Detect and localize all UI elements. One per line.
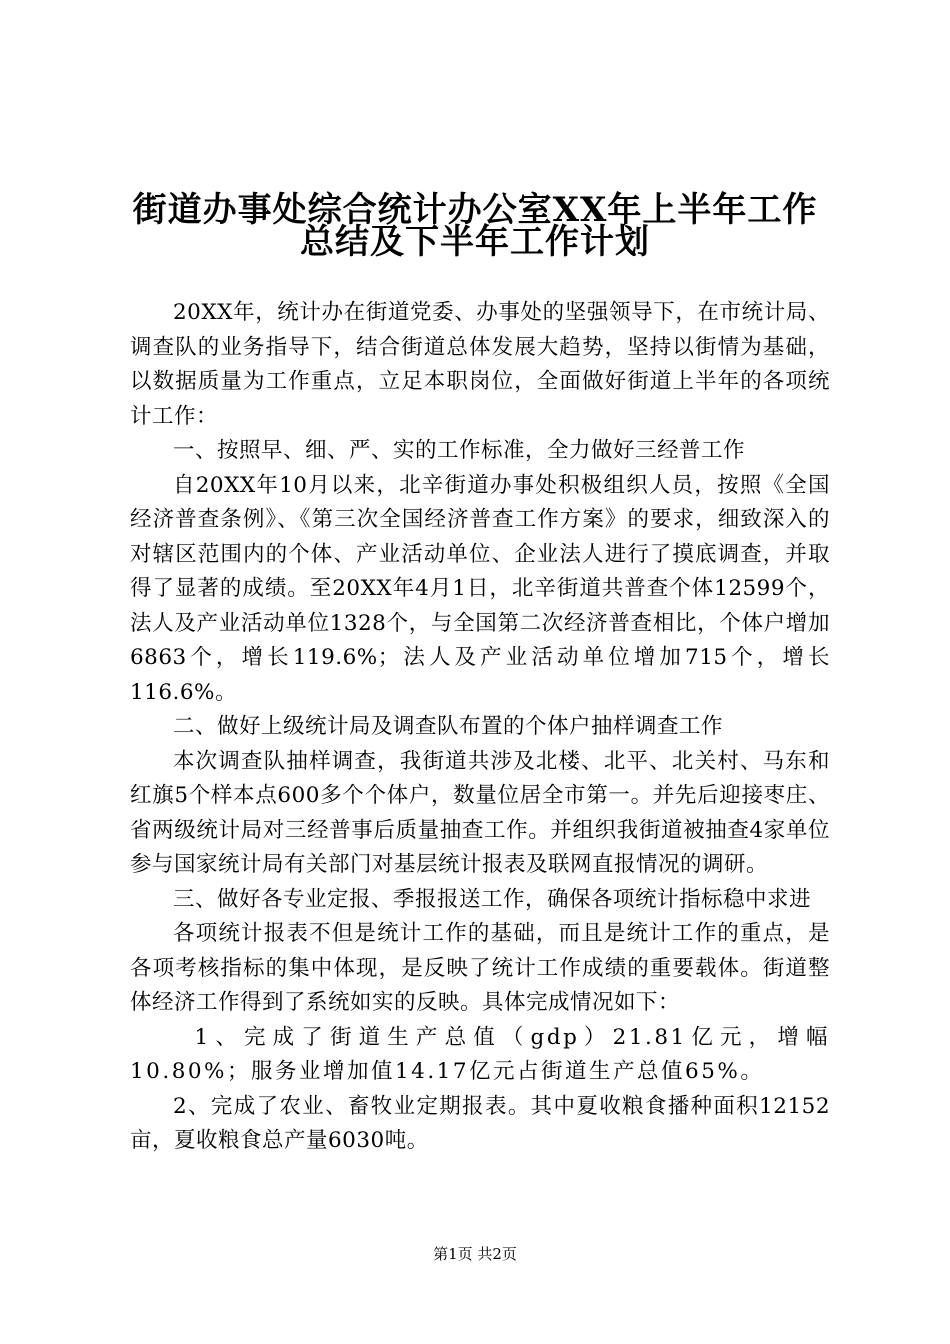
section-heading-1: 一、按照早、细、严、实的工作标准，全力做好三经普工作 [173, 438, 746, 463]
list-item-1: 1、完成了街道生产总值（gdp）21.81亿元，增幅10.80%；服务业增加值14.17亿元占街道生产总值65%。 [130, 1024, 830, 1084]
document-title-line-2: 总结及下半年工作计划 [300, 222, 650, 262]
document-body [130, 296, 830, 1159]
section-heading-3: 三、做好各专业定报、季报报送工作，确保各项统计指标稳中求进 [173, 886, 812, 912]
section-3-paragraph: 各项统计报表不但是统计工作的基础，而且是统计工作的重点，是各项考核指标的集中体现，是反映了统计工作成绩的重要载体。街道整体经济工作得到了系统如实的反映。具体完成情况如下： [130, 921, 830, 1015]
page-footer: 第1页 共2页 [433, 1245, 517, 1263]
list-item-2: 2、完成了农业、畜牧业定期报表。其中夏收粮食播种面积12152亩，夏收粮食总产量6030吨。 [130, 1093, 830, 1153]
intro-paragraph: 20XX年，统计办在街道党委、办事处的坚强领导下，在市统计局、调查队的业务指导下，结合街道总体发展大趋势，坚持以街情为基础，以数据质量为工作重点，立足本职岗位，全面做好街道上半年的各项统计工作： [130, 300, 830, 429]
section-1-paragraph: 自20XX年10月以来，北辛街道办事处积极组织人员，按照《全国经济普查条例》、《第三次全国经济普查工作方案》的要求，细致深入的对辖区范围内的个体、产业活动单位、企业法人进行了摸底调查，并取得了显著的成绩。至20XX年4月1日，北辛街道共普查个体12599个，法人及产业活动单位1328个，与全国第二次经济普查相比，个体户增加6863个，增长119.6%；法人及产业活动单位增加715个，增长116.6%。 [130, 472, 830, 705]
section-2-paragraph: 本次调查队抽样调查，我街道共涉及北楼、北平、北关村、马东和红旗5个样本点600多个个体户，数量位居全市第一。并先后迎接枣庄、省两级统计局对三经普事后质量抽查工作。并组织我街道被抽查4家单位参与国家统计局有关部门对基层统计报表及联网直报情况的调研。 [130, 748, 830, 877]
document-title-line-1: 街道办事处综合统计办公室XX年上半年工作 [132, 190, 818, 230]
section-heading-2: 二、做好上级统计局及调查队布置的个体户抽样调查工作 [173, 714, 724, 739]
